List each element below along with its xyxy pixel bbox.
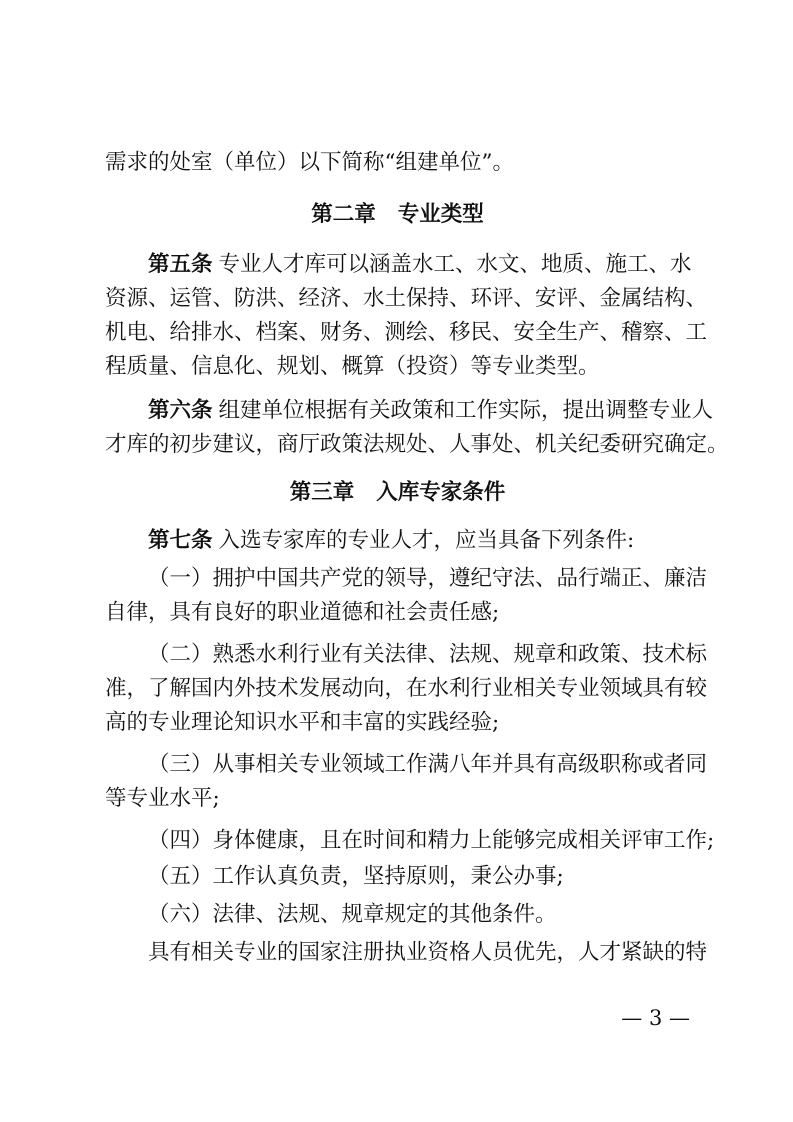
article-6-label: 第六条 <box>148 398 213 423</box>
chapter-3-heading <box>105 478 690 508</box>
chapter-2-heading <box>105 200 690 230</box>
chapter-2-title: 专业类型 <box>397 202 484 227</box>
article-6-line-2: 才库的初步建议，商厅政策法规处、人事处、机关纪委研究确定。 <box>105 432 729 457</box>
condition-3-line-2: 等专业水平; <box>105 786 220 811</box>
article-7-text-1: 入选专家库的专业人才，应当具备下列条件: <box>218 528 635 553</box>
tail-paragraph-line-1: 具有相关专业的国家注册执业资格人员优先，人才紧缺的特 <box>148 940 708 965</box>
article-5-line-2: 资源、运管、防洪、经济、水土保持、环评、安评、金属结构、 <box>105 286 708 311</box>
article-5-text-1: 专业人才库可以涵盖水工、水文、地质、施工、水 <box>218 252 692 277</box>
article-5-line-4: 程质量、信息化、规划、概算（投资）等专业类型。 <box>105 354 600 379</box>
condition-2-line-2: 准，了解国内外技术发展动向，在水利行业相关专业领域具有较 <box>105 676 708 701</box>
article-7-line-1 <box>148 526 690 556</box>
condition-5-line-1: （五）工作认真负责，坚持原则，秉公办事; <box>148 864 564 889</box>
chapter-3-title: 入库专家条件 <box>376 480 506 505</box>
page-number: — 3 — <box>621 1006 690 1030</box>
article-6-line-1 <box>148 396 714 426</box>
article-5-line-1 <box>148 250 690 280</box>
article-6-text-1: 组建单位根据有关政策和工作实际，提出调整专业人 <box>218 398 714 423</box>
article-5-label: 第五条 <box>148 252 213 277</box>
chapter-3-number: 第三章 <box>289 480 355 505</box>
text-line-continuation: 需求的处室（单位）以下简称“组建单位”。 <box>105 150 514 175</box>
article-7-label: 第七条 <box>148 528 213 553</box>
condition-6-line-1: （六）法律、法规、规章规定的其他条件。 <box>148 902 557 927</box>
chapter-2-number: 第二章 <box>311 202 376 227</box>
article-5-line-3: 机电、给排水、档案、财务、测绘、移民、安全生产、稽察、工 <box>105 320 708 345</box>
condition-3-line-1: （三）从事相关专业领域工作满八年并具有高级职称或者同 <box>148 752 708 777</box>
condition-2-line-3: 高的专业理论知识水平和丰富的实践经验; <box>105 710 500 735</box>
condition-4-line-1: （四）身体健康，且在时间和精力上能够完成相关评审工作; <box>148 828 715 853</box>
condition-1-line-2: 自律，具有良好的职业道德和社会责任感; <box>105 600 500 625</box>
condition-1-line-1: （一）拥护中国共产党的领导，遵纪守法、品行端正、廉洁 <box>148 566 708 591</box>
condition-2-line-1: （二）熟悉水利行业有关法律、法规、规章和政策、技术标 <box>148 642 708 667</box>
